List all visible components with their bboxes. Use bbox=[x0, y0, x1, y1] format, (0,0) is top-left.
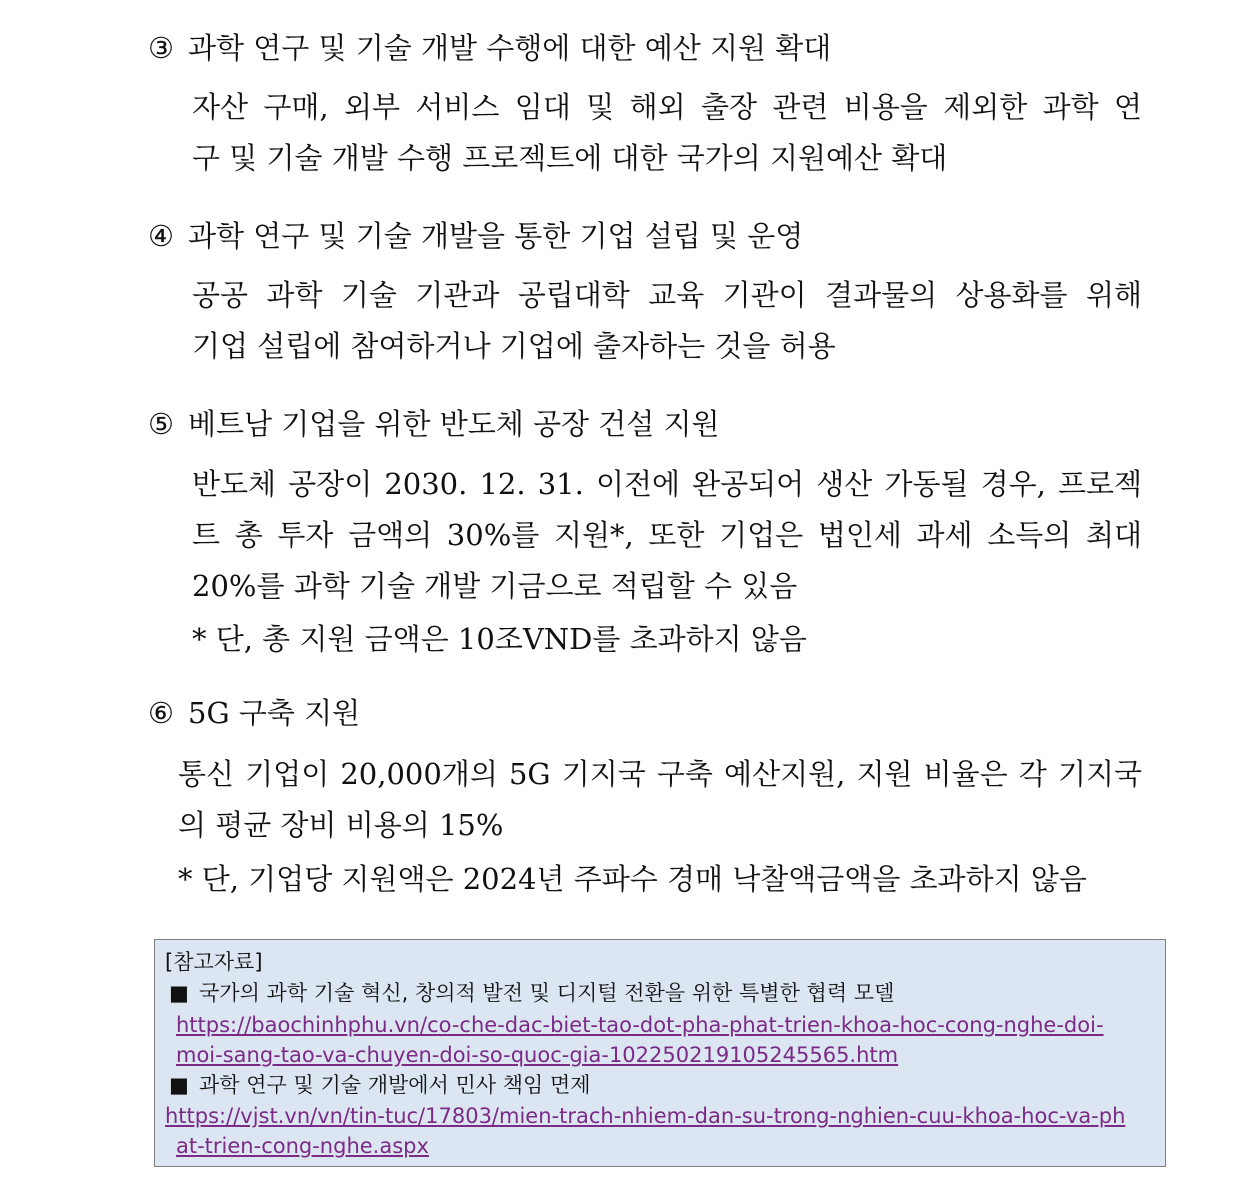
section-number: ④ bbox=[148, 219, 174, 253]
section-title: 5G 구축 지원 bbox=[188, 696, 361, 730]
reference-box bbox=[154, 939, 1166, 1167]
section-3-body-line: 구 및 기술 개발 수행 프로젝트에 대한 국가의 지원예산 확대 bbox=[192, 141, 948, 175]
section-title: 과학 연구 및 기술 개발 수행에 대한 예산 지원 확대 bbox=[188, 31, 832, 65]
reference-heading: [참고자료] bbox=[165, 950, 263, 974]
reference-item-1-title bbox=[169, 979, 894, 1007]
section-number: ③ bbox=[148, 31, 174, 65]
square-bullet-icon: ■ bbox=[169, 1073, 189, 1097]
reference-title: 과학 연구 및 기술 개발에서 민사 책임 면제 bbox=[199, 1073, 591, 1097]
section-title: 과학 연구 및 기술 개발을 통한 기업 설립 및 운영 bbox=[188, 219, 804, 253]
reference-title: 국가의 과학 기술 혁신, 창의적 발전 및 디지털 전환을 위한 특별한 협력 모델 bbox=[199, 981, 895, 1005]
reference-item-1-link[interactable]: https://baochinhphu.vn/co-che-dac-biet-tao-dot-pha-phat-trien-khoa-hoc-cong-nghe-doi- bbox=[176, 1013, 1104, 1037]
section-4-heading bbox=[148, 216, 803, 256]
section-4-body-line: 기업 설립에 참여하거나 기업에 출자하는 것을 허용 bbox=[192, 329, 836, 363]
section-6-heading bbox=[148, 693, 360, 733]
section-6-note: * 단, 기업당 지원액은 2024년 주파수 경매 낙찰액금액을 초과하지 않음 bbox=[178, 862, 1087, 896]
section-number: ⑤ bbox=[148, 407, 174, 441]
reference-item-2-link[interactable]: https://vjst.vn/vn/tin-tuc/17803/mien-trach-nhiem-dan-su-trong-nghien-cuu-khoa-hoc-va-ph bbox=[165, 1104, 1126, 1128]
section-5-body-line: 20%를 과학 기술 개발 기금으로 적립할 수 있음 bbox=[192, 569, 798, 603]
reference-item-2-link[interactable]: at-trien-cong-nghe.aspx bbox=[176, 1134, 429, 1158]
section-5-body-line: 트 총 투자 금액의 30%를 지원*, 또한 기업은 법인세 과세 소득의 최대 bbox=[192, 518, 1142, 552]
section-title: 베트남 기업을 위한 반도체 공장 건설 지원 bbox=[188, 407, 720, 441]
section-3-heading bbox=[148, 28, 831, 68]
section-5-note: * 단, 총 지원 금액은 10조VND를 초과하지 않음 bbox=[192, 622, 807, 656]
reference-item-2-title bbox=[169, 1071, 591, 1099]
section-5-heading bbox=[148, 404, 720, 444]
square-bullet-icon: ■ bbox=[169, 981, 189, 1005]
section-4-body-line: 공공 과학 기술 기관과 공립대학 교육 기관이 결과물의 상용화를 위해 bbox=[192, 278, 1142, 312]
section-number: ⑥ bbox=[148, 696, 174, 730]
section-6-body-line: 통신 기업이 20,000개의 5G 기지국 구축 예산지원, 지원 비율은 각 기지국 bbox=[178, 757, 1142, 791]
section-6-body-line: 의 평균 장비 비용의 15% bbox=[178, 808, 504, 842]
reference-item-1-link[interactable]: moi-sang-tao-va-chuyen-doi-so-quoc-gia-102250219105245565.htm bbox=[176, 1043, 899, 1067]
section-5-body-line: 반도체 공장이 2030. 12. 31. 이전에 완공되어 생산 가동될 경우, 프로젝 bbox=[192, 467, 1142, 501]
section-3-body-line: 자산 구매, 외부 서비스 임대 및 해외 출장 관련 비용을 제외한 과학 연 bbox=[192, 90, 1142, 124]
